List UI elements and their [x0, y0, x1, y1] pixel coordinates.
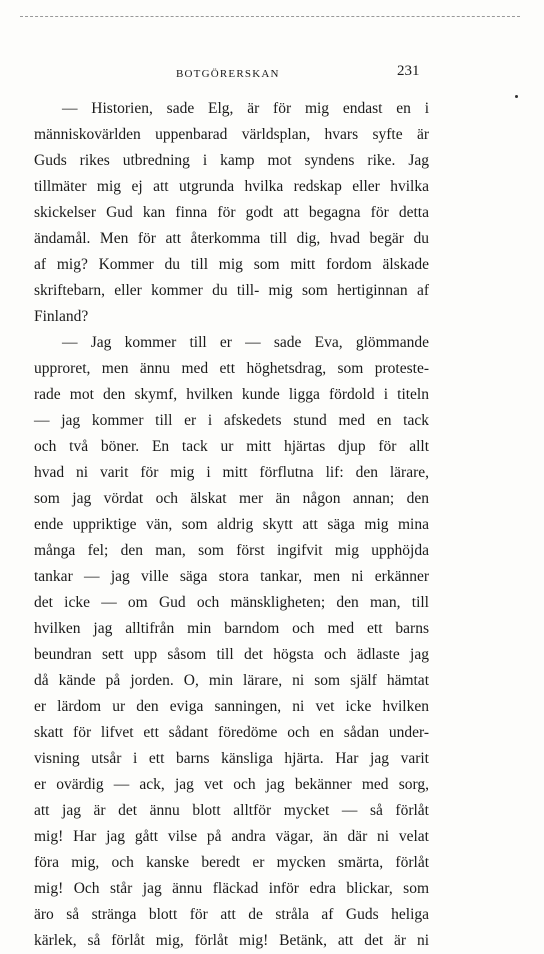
text-line: ende uppriktige vän, som aldrig skytt att säga mig mina: [34, 516, 429, 533]
text-line: er lärdom ur den eviga sanningen, ni vet icke hvilken: [34, 698, 429, 715]
text-line: många fel; den man, som först ingifvit mig upphöjda: [34, 542, 429, 559]
text-line: rade mot den skymf, hvilken kunde ligga fördold i titeln: [34, 386, 429, 403]
text-line: skickelser Gud kan finna för godt att begagna för detta: [34, 204, 429, 221]
text-line: skriftebarn, eller kommer du till- mig som hertiginnan af: [34, 282, 429, 299]
text-line: hvilken jag alltifrån min barndom och med ett barns: [34, 620, 429, 637]
text-line: föra mig, och kanske beredt er mycken smärta, förlåt: [34, 854, 429, 871]
text-line: tankar — jag ville säga stora tankar, men ni erkänner: [34, 568, 429, 585]
page-number: 231: [397, 63, 420, 79]
text-line: — Jag kommer till er — sade Eva, glömmande: [62, 334, 429, 351]
text-line: — jag kommer till er i afskedets stund med en tack: [34, 412, 429, 429]
text-line: kärlek, så förlåt mig, förlåt mig! Betänk, att det är ni: [34, 932, 429, 949]
text-line: äro så stränga blott för att de stråla af Guds heliga: [34, 906, 429, 923]
text-line: mig! Och står jag ännu fläckad inför edra blickar, som: [34, 880, 429, 897]
running-head: BOTGÖRERSKAN: [176, 68, 280, 80]
text-line: då kände på jorden. O, min lärare, ni som själf hämtat: [34, 672, 429, 689]
text-line: — Historien, sade Elg, är för mig endast en i: [62, 100, 429, 117]
text-line: hvad ni varit för mig i mitt förflutna lif: den lärare,: [34, 464, 429, 481]
ink-speck: [515, 95, 518, 98]
text-line: Finland?: [34, 308, 89, 325]
top-edge-rule: [20, 16, 520, 17]
text-line: som jag vördat och älskat mer än någon annan; den: [34, 490, 429, 507]
text-line: beundran sett upp såsom till det högsta och ädlaste jag: [34, 646, 429, 663]
text-line: Guds rikes utbredning i kamp mot syndens rike. Jag: [34, 152, 429, 169]
text-line: af mig? Kommer du till mig som mitt fordom älskade: [34, 256, 429, 273]
text-line: det icke — om Gud och mänskligheten; den man, till: [34, 594, 429, 611]
text-line: visning utsår i ett barns känsliga hjärta. Har jag varit: [34, 750, 429, 767]
text-line: skatt för lifvet ett sådant föredöme och en sådan under-: [34, 724, 429, 741]
text-line: upproret, men ännu med ett höghetsdrag, som proteste-: [34, 360, 429, 377]
text-line: att jag är det ännu blott alltför mycket — så förlåt: [34, 802, 429, 819]
text-line: människovärlden uppenbarad världsplan, hvars syfte är: [34, 126, 429, 143]
text-line: och två böner. En tack ur mitt hjärtas djup för allt: [34, 438, 429, 455]
text-line: mig! Har jag gått vilse på andra vägar, än där ni velat: [34, 828, 429, 845]
text-line: ändamål. Men för att återkomma till dig, hvad begär du: [34, 230, 429, 247]
body-text: [34, 96, 429, 954]
text-line: tillmäter mig ej att utgrunda hvilka redskap eller hvilka: [34, 178, 429, 195]
text-line: er ovärdig — ack, jag vet och jag bekänner med sorg,: [34, 776, 429, 793]
